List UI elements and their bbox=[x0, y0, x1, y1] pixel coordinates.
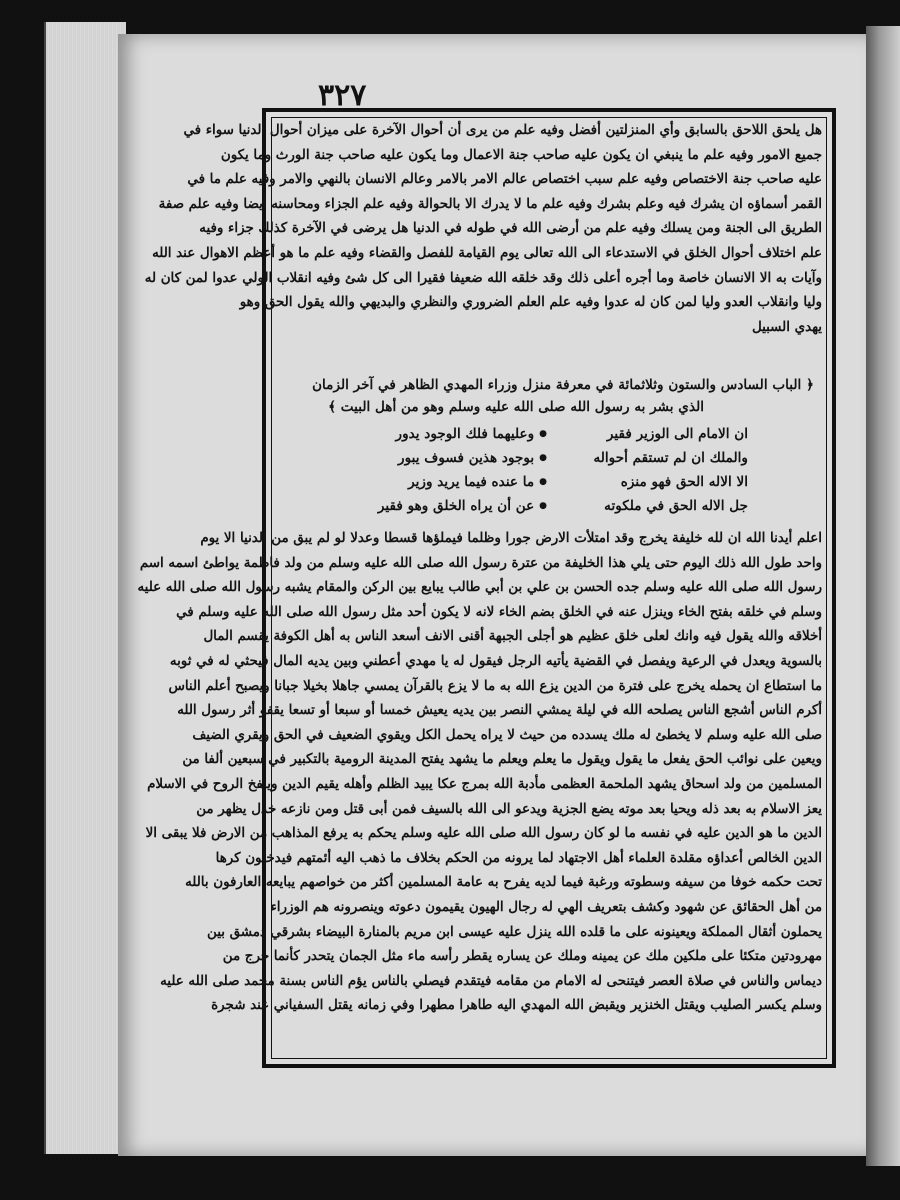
text-line: وآيات به الا الانسان خاصة وما أجره أعلى ذلك وقد خلقه الله ضعيفا فقيرا الى كل شئ وفيه انقلاب الولي عدوا لمن كان له bbox=[144, 269, 822, 286]
text-line: واحد طول الله ذلك اليوم حتى يلي هذا الخليفة من عترة رسول الله صلى الله عليه وسلم من ولد فاطمة يواطئ اسمه اسم bbox=[139, 554, 822, 571]
text-line: اعلم أيدنا الله ان لله خليفة يخرج وقد امتلأت الارض جورا وظلما فيملؤها قسطا وعدلا لو لم يبق من الدنيا الا يوم bbox=[200, 530, 822, 546]
page-number: ٣٢٧ bbox=[318, 78, 367, 113]
verse-second-hemistich: عن أن يراه الخلق وهو فقير bbox=[377, 498, 535, 514]
verse-separator: ● bbox=[539, 453, 548, 463]
verse-separator: ● bbox=[539, 501, 548, 511]
text-line: الدين الخالص أعداؤه مقلدة العلماء أهل الاجتهاد لما يرونه من الحكم بخلاف ما ذهب اليه أئمتهم فيدخلون كرها bbox=[215, 849, 822, 866]
text-line: بالسوية ويعدل في الرعية ويفصل في القضية يأتيه الرجل فيقول له يا مهدي أعطني وبين يديه المال فيحثي له في ثوبه bbox=[169, 652, 822, 669]
text-line: عليه صاحب جنة الاختصاص وفيه علم سبب اختصاص عالم الامر بالامر وعالم الانسان بالنهي والامر وفيه علم ما في bbox=[187, 171, 822, 188]
text-line: وسلم يكسر الصليب ويقتل الخنزير ويقبض الله المهدي اليه طاهرا مطهرا وفي زمانه يقتل السفياني عند شجرة bbox=[211, 997, 822, 1014]
text-line: يعز الاسلام به بعد ذله ويحيا بعد موته يضع الجزية ويدعو الى الله بالسيف فمن أبى قتل ومن نازعه خذل يظهر من bbox=[196, 800, 822, 817]
verse-second-hemistich: بوجود هذين فسوف يبور bbox=[398, 450, 535, 466]
chapter-heading-line-2: الذي بشر به رسول الله صلى الله عليه وسلم وهو من أهل البيت ﴾ bbox=[328, 399, 704, 415]
poem-verse bbox=[356, 446, 748, 470]
verse-first-hemistich: ان الامام الى الوزير فقير bbox=[606, 426, 748, 442]
text-line: جميع الامور وفيه علم ما ينبغي ان يكون عليه صاحب جنة الاعمال وما يكون عليه صاحب جنة الورث وما يكون bbox=[220, 146, 822, 163]
verse-first-hemistich: والملك ان لم تستقم أحواله bbox=[593, 450, 748, 466]
text-line: وليا وانقلاب العدو وليا لمن كان له عدوا وفيه علم العلم الضروري والنظري والبديهي والله يقول الحق وهو bbox=[239, 294, 822, 311]
verse-second-hemistich: وعليهما فلك الوجود يدور bbox=[395, 426, 535, 442]
text-line: القمر أسماؤه ان يشرك فيه وعلم بشرك وفيه علم ما لا يدرك الا بالحوالة وفيه علم الجزاء ومحاسنه أيضا وفيه علم صفة bbox=[158, 195, 822, 212]
text-line: أكرم الناس أشجع الناس يصلحه الله في ليلة يمشي النصر بين يديه يعيش خمسا أو سبعا أو تسعا يقفو أثر رسول الله bbox=[177, 702, 822, 719]
text-frame bbox=[137, 108, 836, 1068]
poem-verse bbox=[356, 422, 748, 446]
verse-first-hemistich: جل الاله الحق في ملكوته bbox=[604, 498, 748, 514]
poem-verse bbox=[356, 470, 748, 494]
text-line: يحملون أثقال المملكة ويعينونه على ما قلده الله ينزل عليه عيسى ابن مريم بالمنارة البيضاء بشرقي دمشق بين bbox=[207, 923, 822, 940]
poem bbox=[356, 422, 748, 518]
verse-second-hemistich: ما عنده فيما يريد وزير bbox=[408, 474, 535, 490]
text-block-2 bbox=[137, 526, 822, 1056]
facing-page-edge bbox=[866, 26, 900, 1166]
text-line: الدين ما هو الدين عليه في نفسه ما لو كان رسول الله صلى الله عليه وسلم يحكم به يرفع المذاهب من الارض فلا يبقى الا bbox=[145, 825, 822, 842]
page-edges bbox=[44, 22, 126, 1154]
text-line: يهدي السبيل bbox=[751, 318, 822, 335]
verse-separator: ● bbox=[539, 429, 548, 439]
text-line: مهرودتين متكئا على ملكين ملك عن يمينه وملك عن يساره يقطر رأسه ماء مثل الجمان يتحدر كأنما خرج من bbox=[222, 948, 822, 965]
text-line: صلى الله عليه وسلم لا يخطئ له ملك يسدده من حيث لا يراه يحمل الكل ويقوي الضعيف في الحق ويقري الضيف bbox=[192, 726, 822, 743]
text-line: ويعين على نوائب الحق يفعل ما يقول ويقول ما يعلم ويعلم ما يشهد يفتح المدينة الرومية بالتكبير في سبعين ألفا من bbox=[182, 751, 822, 768]
chapter-heading-line-1: ﴿ الباب السادس والستون وثلاثمائة في معرفة منزل وزراء المهدي الظاهر في آخر الزمان bbox=[312, 377, 814, 393]
text-line: ما استطاع ان يحمله يخرج على فترة من الدين يزع الله به ما لا يزع بالقرآن يمسي جاهلا بخيلا جبانا ويصبح أعلم الناس bbox=[168, 677, 822, 694]
text-line: أخلاقه والله يقول فيه وانك لعلى خلق عظيم هو أجلى الجبهة أقنى الانف أسعد الناس به أهل الكوفة يقسم المال bbox=[203, 628, 822, 645]
chapter-heading bbox=[280, 374, 814, 418]
text-line: الطريق الى الجنة ومن يسلك وفيه علم من أرضى الله في طوله في الدنيا هل يرضى في الآخرة كذلك جزاء وفيه bbox=[199, 220, 822, 237]
verse-first-hemistich: الا الاله الحق فهو منزه bbox=[620, 474, 748, 490]
text-line: المسلمين من ولد اسحاق يشهد الملحمة العظمى مأدبة الله بمرج عكا يبيد الظلم وأهله يقيم الدين وينفخ الروح في الاسلام bbox=[147, 775, 822, 792]
text-line: رسول الله صلى الله عليه وسلم جده الحسن بن علي بن أبي طالب يبايع بين الركن والمقام يشبه رسول الله صلى الله عليه bbox=[137, 579, 822, 596]
text-line: علم اختلاف أحوال الخلق في الاستدعاء الى الله تعالى يوم القيامة للفصل والقضاء وفيه علم ما هو أعظم الاهوال عند الله bbox=[152, 244, 822, 261]
text-line: هل يلحق اللاحق بالسابق وأي المنزلتين أفضل وفيه علم من يرى أن أحوال الآخرة على ميزان أحوال الدنيا سواء في bbox=[183, 122, 822, 138]
poem-verse bbox=[356, 494, 748, 518]
text-line: من أهل الحقائق عن شهود وكشف بتعريف الهي له رجال الهيون يقيمون دعوته وينصرونه هم الوزراء bbox=[270, 898, 822, 915]
verse-separator: ● bbox=[539, 477, 548, 487]
text-line: وسلم في خلقه بفتح الخاء وينزل عنه في الخلق بضم الخاء لانه لا يكون أحد مثل رسول الله صلى الله عليه وسلم في bbox=[176, 603, 822, 620]
text-block-1 bbox=[144, 118, 822, 372]
text-line: ديماس والناس في صلاة العصر فيتنحى له الامام من مقامه فيتقدم فيصلي بالناس يؤم الناس بسنة محمد صلى الله عليه bbox=[160, 972, 822, 989]
text-line: تحت حكمه خوفا من سيفه وسطوته ورغبة فيما لديه يفرح به عامة المسلمين أكثر من خواصهم يبايعه العارفون بالله bbox=[185, 874, 822, 891]
